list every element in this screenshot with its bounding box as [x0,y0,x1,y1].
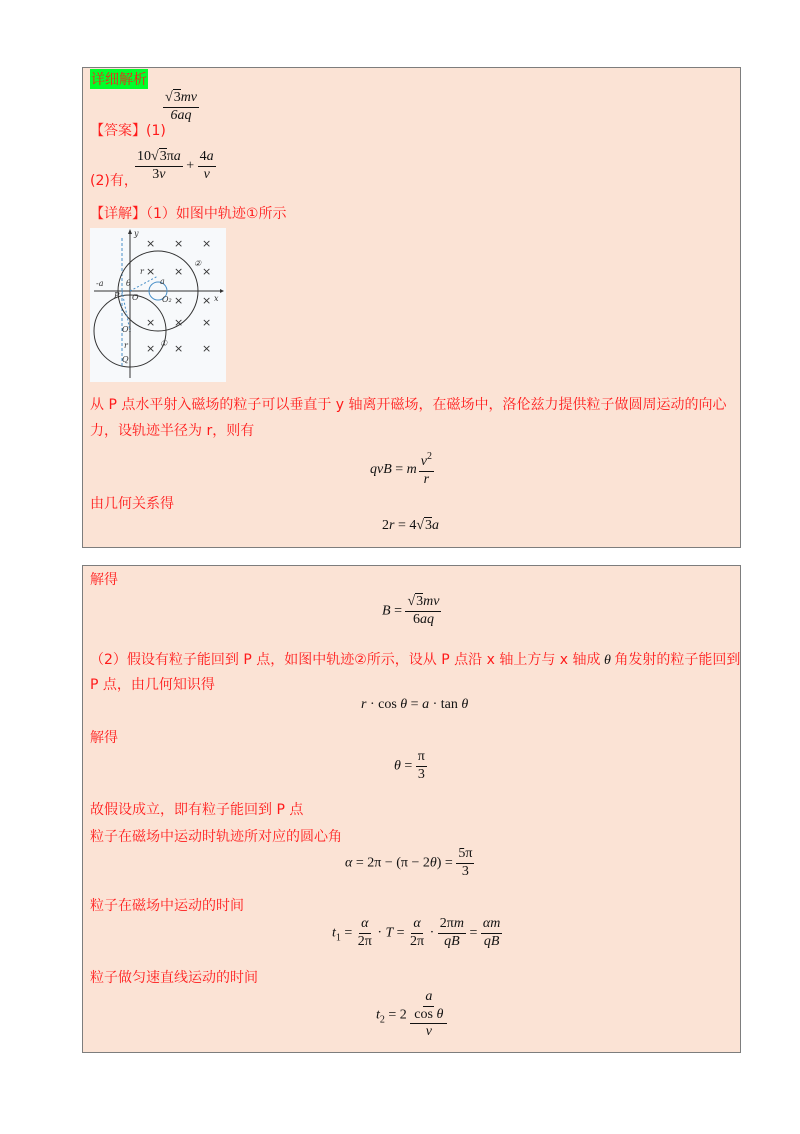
solve-text-1: 解得 [90,572,118,588]
svg-text:a: a [160,277,165,286]
svg-text:×: × [202,316,212,329]
svg-text:O: O [132,293,139,302]
svg-text:×: × [146,316,156,329]
svg-text:×: × [146,265,156,278]
formula-B: B = $\frac{√3mv}{6aq}$ [382,594,440,627]
answer-label: 【答案】(1) [90,123,166,139]
svg-text:×: × [202,265,212,278]
svg-text:×: × [174,237,184,250]
formula-geometry: r · cos θ = a · tan θ [361,697,469,712]
formula-lorentz: qvB = m $\frac{v^2}{r}$ [370,451,433,487]
svg-text:×: × [174,316,184,329]
svg-text:r: r [124,341,128,350]
detail-intro: 【详解】（1）如图中轨迹①所示 [90,206,287,222]
formula-t2: $t_2 = 2$ $\frac{\frac{a}{\text{cos θ}}}{v}$ [376,990,447,1040]
formula-theta: θ = $\frac{\pi}{3}$ [394,749,425,782]
svg-text:y: y [134,229,139,238]
svg-text:-a: -a [96,279,104,288]
formula-alpha: α = 2π − (π − 2θ) = $\frac{5\pi}{3}$ [345,846,473,879]
formula-radius: 2r = 4√3a [382,518,440,533]
svg-text:Q: Q [122,355,129,364]
section-tag: 详细解析 [90,69,148,89]
angle-text: 粒子在磁场中运动时轨迹所对应的圆心角 [90,829,342,845]
svg-text:×: × [146,342,156,355]
svg-text:θ: θ [126,279,131,288]
svg-text:×: × [202,294,212,307]
detail-para1: 从 P 点水平射入磁场的粒子可以垂直于 y 轴离开磁场，在磁场中，洛伦兹力提供粒子做圆周运动的向心 [90,397,727,413]
svg-text:O₁: O₁ [122,325,132,334]
svg-text:×: × [202,237,212,250]
part2-para-b: P 点，由几何知识得 [90,677,215,693]
answer1-formula: $\frac{√3mv}{6aq}$ [165,90,198,123]
svg-text:x: x [214,294,219,303]
svg-text:×: × [202,342,212,355]
geom-text: 由几何关系得 [90,496,174,512]
svg-text:②: ② [194,259,202,268]
svg-text:×: × [174,265,184,278]
time1-text: 粒子在磁场中运动的时间 [90,898,244,914]
svg-text:O₂: O₂ [162,295,172,304]
svg-text:×: × [174,294,184,307]
solve-text-2: 解得 [90,730,118,746]
part2-para-a: （2）假设有粒子能回到 P 点，如图中轨迹②所示，设从 P 点沿 x 轴上方与 x 轴成 θ 角发射的粒子能回到 [90,652,741,668]
svg-text:×: × [146,237,156,250]
svg-text:r: r [140,267,144,276]
answer2-label: (2)有， [90,173,138,189]
detail-para1b: 力，设轨迹半径为 r，则有 [90,423,255,439]
trajectory-diagram [90,228,226,382]
svg-text:P: P [114,291,120,300]
conclusion-text: 故假设成立，即有粒子能回到 P 点 [90,802,304,818]
answer2-formula: $\frac{10√3\pi a}{3v}$ + $\frac{4a}{v}$ [137,149,214,182]
svg-text:①: ① [160,339,168,348]
trajectory-figure [90,228,226,382]
svg-text:×: × [174,342,184,355]
time2-text: 粒子做匀速直线运动的时间 [90,970,258,986]
formula-t1: $t_1$ = $\frac{\alpha}{2\pi}$ · T = $\frac{\alpha}{2\pi}$ · $\frac{2\pi m}{qB}$ = $\frac{\alpha m}{qB}$ [332,916,501,949]
